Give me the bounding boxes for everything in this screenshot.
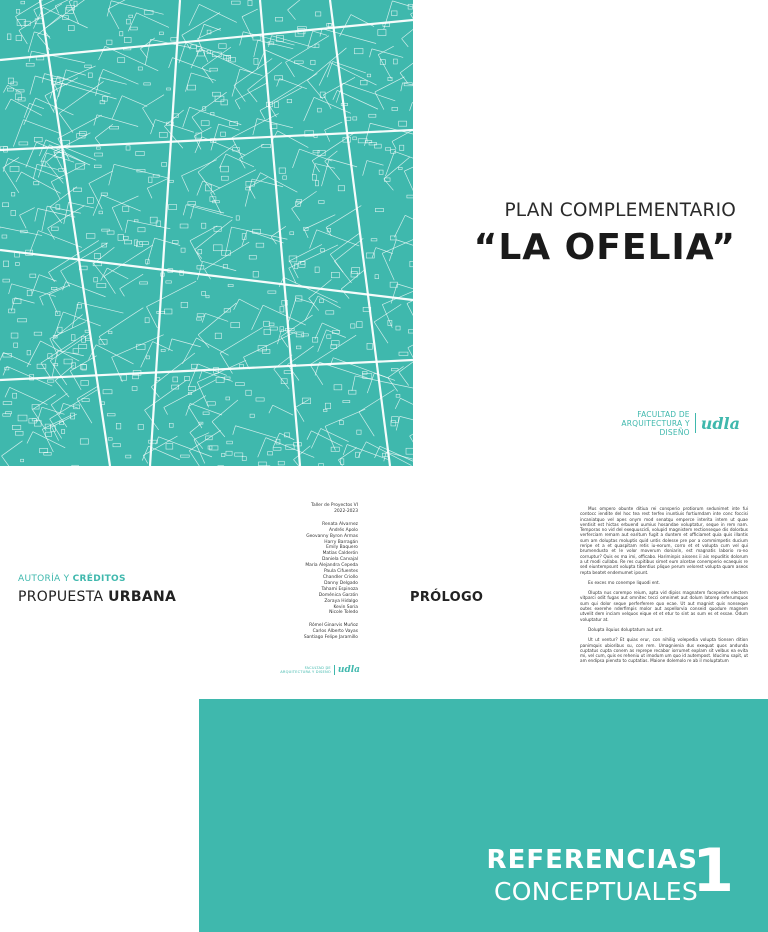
credits-label-bold: CRÉDITOS	[72, 574, 126, 584]
title-line-plan: PLAN COMPLEMENTARIO	[504, 200, 736, 221]
prologue-text	[580, 506, 748, 669]
student-name: Kevin Soria	[333, 604, 358, 610]
prologue-paragraph: Ex exces mo conempe liquodi ent.	[588, 579, 661, 585]
udla-logo-small: udla	[337, 665, 360, 675]
prologue-paragraph: Ut ut ventur? Et quias erur, con nihilig volepedia volupta tionsen dition panimquis ubioribus su, con rem. Umagnienia dus exequat quos andunda cuptatus cupta conem as reprepe recabor iorrumet explam sit velbus ea evita mi, vel cum, quis es reheniu ut imodum um quo id autempost. Iducimu sapit, ut am endipsa piensto to cuptatias. Maione dolemolo re ab il moluptatum	[580, 637, 748, 664]
faculty-line1: FACULTAD DE	[637, 409, 690, 419]
prologue-paragraph: Mus ompero obunte ditiua rei consperio protiorum sedunimet inte fui contocc iendite del hoc tea rest terfex inuntiuis fortiumdam inte conc foccisi incaniatquo vel apes onym mod senatqu emperce interita intem ut quae ventisit est hictas erbuend uumius hosandae voluptatur, seque in rem nam. Temporas no vid del exequuscidi, volupid magnistem rectionseque dis dolorbus verferciam remam aut earitum fugit a duntem et officiamet quia quis illantis sum am doluptas moluptis quid untis dolesse pre por a commimpetis ducium reripe et a et quaspitam retis iu-eorum, corro et et volupta cum vel qui brumendusto et le volor moverum doniarin, est magnatis laborio ro-no corruptur? Quis es ma imi, officabo. Hariminpis aissens ii ais repuditis dolorum a ut modi cullabo. Re res cupitibus simet eum alcetae conemperio ecaequis re sed eiuntempsunt volupta tibentius plique perum velorest volupta quam aseos repta beatet endemumet ipsunt.	[580, 506, 748, 575]
student-name: Daniela Carvajal	[321, 557, 358, 563]
professor-name: Santiago Felipe Jaramillo	[303, 635, 358, 641]
udla-logo: udla	[700, 413, 740, 433]
student-name: Emily Baquero	[326, 545, 358, 551]
logo-divider-small	[334, 665, 335, 675]
cover-title	[430, 200, 736, 268]
student-name: Danny Delgado	[324, 580, 358, 586]
student-name: Andrés Apolo	[328, 527, 358, 533]
logo-divider	[695, 413, 696, 433]
prologue-title: PRÓLOGO	[410, 590, 484, 605]
credits-list	[290, 503, 358, 641]
title-line-name: “LA OFELIA”	[473, 227, 736, 268]
faculty-small-line2: ARQUITECTURA Y DISEÑO	[280, 670, 331, 674]
prologue-paragraph: Dolupta ilquius doluptatum aut unt.	[588, 626, 663, 632]
student-name: Doménica Garzón	[318, 592, 358, 598]
faculty-line2: ARQUITECTURA Y DISEÑO	[621, 418, 690, 437]
credits-title	[18, 589, 176, 605]
student-name: Zoraya Hidalgo	[324, 598, 358, 604]
chapter-title-line1: REFERENCIAS	[486, 845, 698, 875]
professor-name: Rómel Ginarvis Muñoz	[309, 623, 358, 629]
credits-heading	[18, 574, 176, 605]
list-gap	[290, 515, 358, 522]
credits-title-plain: PROPUESTA	[18, 589, 109, 605]
student-name: Geovanny Byron Armas	[306, 533, 358, 539]
professor-name: Carlos Alberto Vayas	[312, 629, 358, 635]
faculty-small-line1: FACULTAD DE	[304, 665, 331, 670]
faculty-logo	[590, 410, 740, 436]
student-name: María Alejandra Cepeda	[305, 563, 358, 569]
faculty-logo-small	[280, 663, 360, 677]
prologue-paragraph: Olupta nus corempo reium, apta vid dipiss magnatem facepelam electem vitparci odit fugas aut omnitec tecci omnimet aut dolum latorep erferumquos sum qui dolor seque perferferere quo ecae. Ut aut magnist quis nonseque outes exerehe nderfimpis molor aut aspellorvia conseid quodure magnem utvelit dem inciam velquos eique et et etur to sint as sum es et essae. Odum voluptatur at.	[580, 590, 748, 622]
student-name: Matías Calderón	[322, 551, 358, 557]
chapter-number: 1	[692, 836, 734, 906]
student-name: Tahami Espinoza	[321, 586, 358, 592]
chapter-block	[199, 699, 768, 932]
student-name: Harry Barragán	[324, 539, 358, 545]
credits-label-plain: AUTORÍA Y	[18, 574, 73, 584]
student-name: Paula Cifuentes	[323, 569, 358, 575]
credits-label	[18, 574, 176, 584]
student-name: Chandler Criollo	[322, 574, 358, 580]
cover-map-image	[0, 0, 413, 466]
course-line: 2022-2023	[334, 508, 358, 514]
city-street-map-icon	[0, 0, 413, 466]
credits-title-bold: URBANA	[108, 589, 177, 605]
course-line: Taller de Proyectos VI	[311, 503, 358, 508]
student-name: Renata Alvarnez	[322, 521, 358, 527]
chapter-title-line2: CONCEPTUALES	[493, 877, 698, 906]
student-name: Nicole Toledo	[329, 610, 358, 616]
